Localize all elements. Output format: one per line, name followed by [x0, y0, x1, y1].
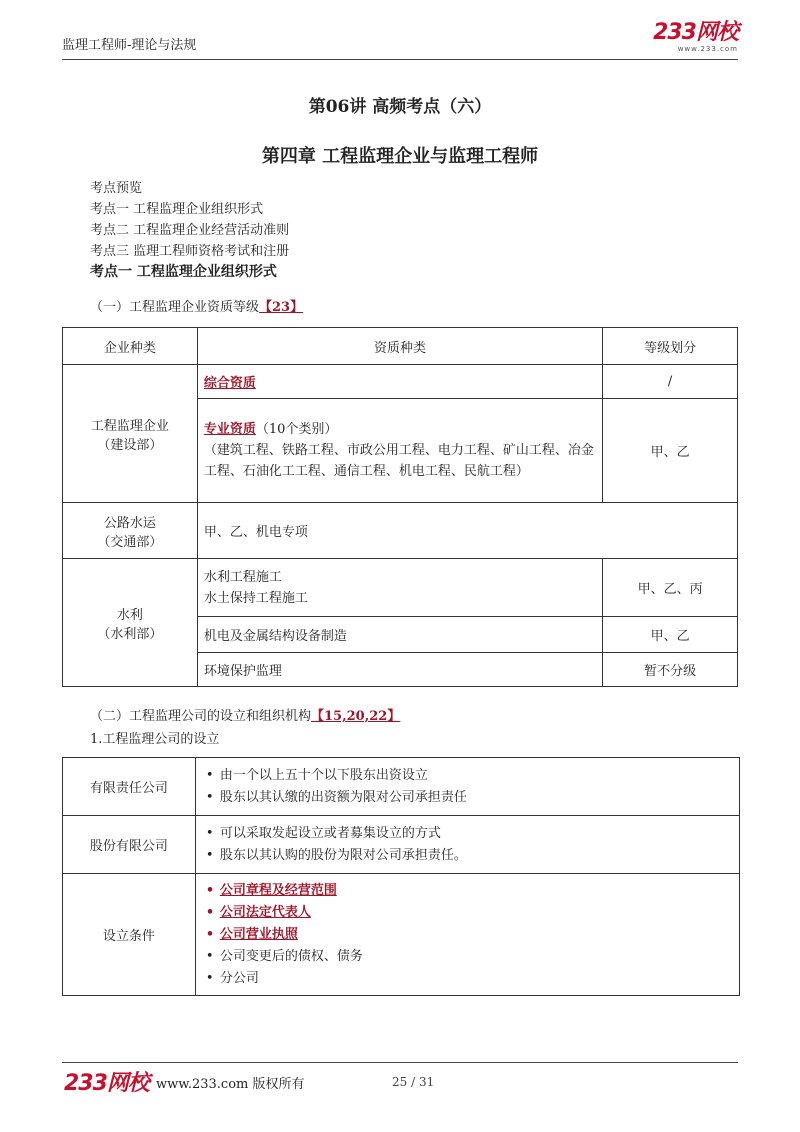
list-item: • 公司变更后的债权、债务 — [220, 946, 733, 968]
section-title — [90, 296, 303, 315]
section-title-text: （二）工程监理公司的设立和组织机构 — [90, 709, 312, 724]
list-item: • 可以采取发起设立或者募集设立的方式 — [220, 823, 733, 845]
header-divider — [62, 59, 738, 60]
page-number: 25 / 31 — [392, 1075, 435, 1089]
description-cell — [195, 758, 739, 816]
qualification-cell — [197, 559, 602, 617]
list-item: • 公司营业执照 — [220, 924, 733, 946]
level-cell: 甲、乙、丙 — [603, 559, 738, 617]
table-row — [63, 365, 738, 399]
company-type-cell: 股份有限公司 — [63, 816, 196, 874]
column-header: 企业种类 — [63, 328, 198, 365]
footer-divider — [62, 1062, 738, 1063]
qualification-cell: 环境保护监理 — [197, 653, 602, 687]
enterprise-type-cell — [63, 503, 198, 559]
table-row — [63, 874, 740, 996]
current-topic: 考点一 工程监理企业组织形式 — [90, 264, 277, 280]
table-header-row — [63, 328, 738, 365]
footer-copyright: www.233.com 版权所有 — [156, 1077, 305, 1092]
qualification-cell — [197, 365, 602, 399]
table-row — [63, 816, 740, 874]
list-item: • 公司法定代表人 — [220, 902, 733, 924]
qualification-cell: 机电及金属结构设备制造 — [197, 617, 602, 653]
chapter-title: 第四章 工程监理企业与监理工程师 — [261, 146, 539, 167]
outline-item: 考点一 工程监理企业组织形式 — [90, 202, 264, 217]
exam-year-tag: 【15,20,22】 — [311, 709, 401, 724]
table-row — [63, 758, 740, 816]
list-item: • 由一个以上五十个以下股东出资设立 — [220, 765, 733, 787]
qualification-detail: （建筑工程、铁路工程、市政公用工程、电力工程、矿山工程、冶金工程、石油化工工程、通信工程、机电工程、民航工程） — [203, 443, 594, 479]
list-item: • 股东以其认购的股份为限对公司承担责任。 — [220, 845, 733, 867]
exam-year-tag: 【23】 — [259, 300, 304, 315]
table-row — [63, 503, 738, 559]
company-setup-table — [62, 757, 740, 996]
outline-item: 考点二 工程监理企业经营活动准则 — [90, 223, 290, 238]
enterprise-type-cell — [63, 559, 198, 687]
column-header: 资质种类 — [197, 328, 602, 365]
level-cell: 暂不分级 — [603, 653, 738, 687]
enterprise-dept: （交通部） — [97, 534, 163, 550]
qualification-cell — [197, 399, 602, 503]
company-type-cell: 有限责任公司 — [63, 758, 196, 816]
logo-text: 233网校 — [653, 20, 738, 45]
subsection-title: 1.工程监理公司的设立 — [90, 732, 220, 747]
level-cell: 甲、乙 — [603, 399, 738, 503]
lecture-title: 第06讲 高频考点（六） — [308, 97, 492, 117]
section-title — [90, 705, 400, 724]
enterprise-dept: （建设部） — [97, 437, 163, 453]
page-header — [62, 22, 738, 58]
list-item: • 公司章程及经营范围 — [220, 880, 733, 902]
enterprise-type: 工程监理企业 — [90, 418, 169, 434]
qualification-name: 水利工程施工 — [203, 569, 282, 585]
table-row — [63, 559, 738, 617]
qualification-note: （10个类别） — [255, 422, 338, 437]
enterprise-type: 公路水运 — [103, 515, 156, 531]
enterprise-type: 水利 — [116, 607, 143, 623]
enterprise-type-cell — [63, 365, 198, 503]
list-item: • 分公司 — [220, 968, 733, 990]
qualification-name: 综合资质 — [203, 376, 256, 391]
qualification-name: 水土保持工程施工 — [203, 590, 308, 606]
qualification-name: 专业资质 — [203, 422, 256, 437]
qualification-table — [62, 327, 738, 687]
footer-logo: 233网校 — [64, 1071, 149, 1096]
column-header: 等级划分 — [603, 328, 738, 365]
list-item: • 股东以其认缴的出资额为限对公司承担责任 — [220, 787, 733, 809]
logo-url: www.233.com — [677, 45, 738, 53]
company-type-cell: 设立条件 — [63, 874, 196, 996]
level-cell: / — [603, 365, 738, 399]
header-title: 监理工程师-理论与法规 — [62, 38, 197, 53]
description-cell — [195, 816, 739, 874]
description-cell — [195, 874, 739, 996]
outline — [90, 178, 289, 283]
outline-heading: 考点预览 — [90, 181, 143, 196]
brand-logo — [653, 22, 738, 53]
outline-item: 考点三 监理工程师资格考试和注册 — [90, 244, 290, 259]
qualification-cell: 甲、乙、机电专项 — [197, 503, 737, 559]
level-cell: 甲、乙 — [603, 617, 738, 653]
section-title-text: （一）工程监理企业资质等级 — [90, 300, 260, 315]
enterprise-dept: （水利部） — [97, 626, 163, 642]
